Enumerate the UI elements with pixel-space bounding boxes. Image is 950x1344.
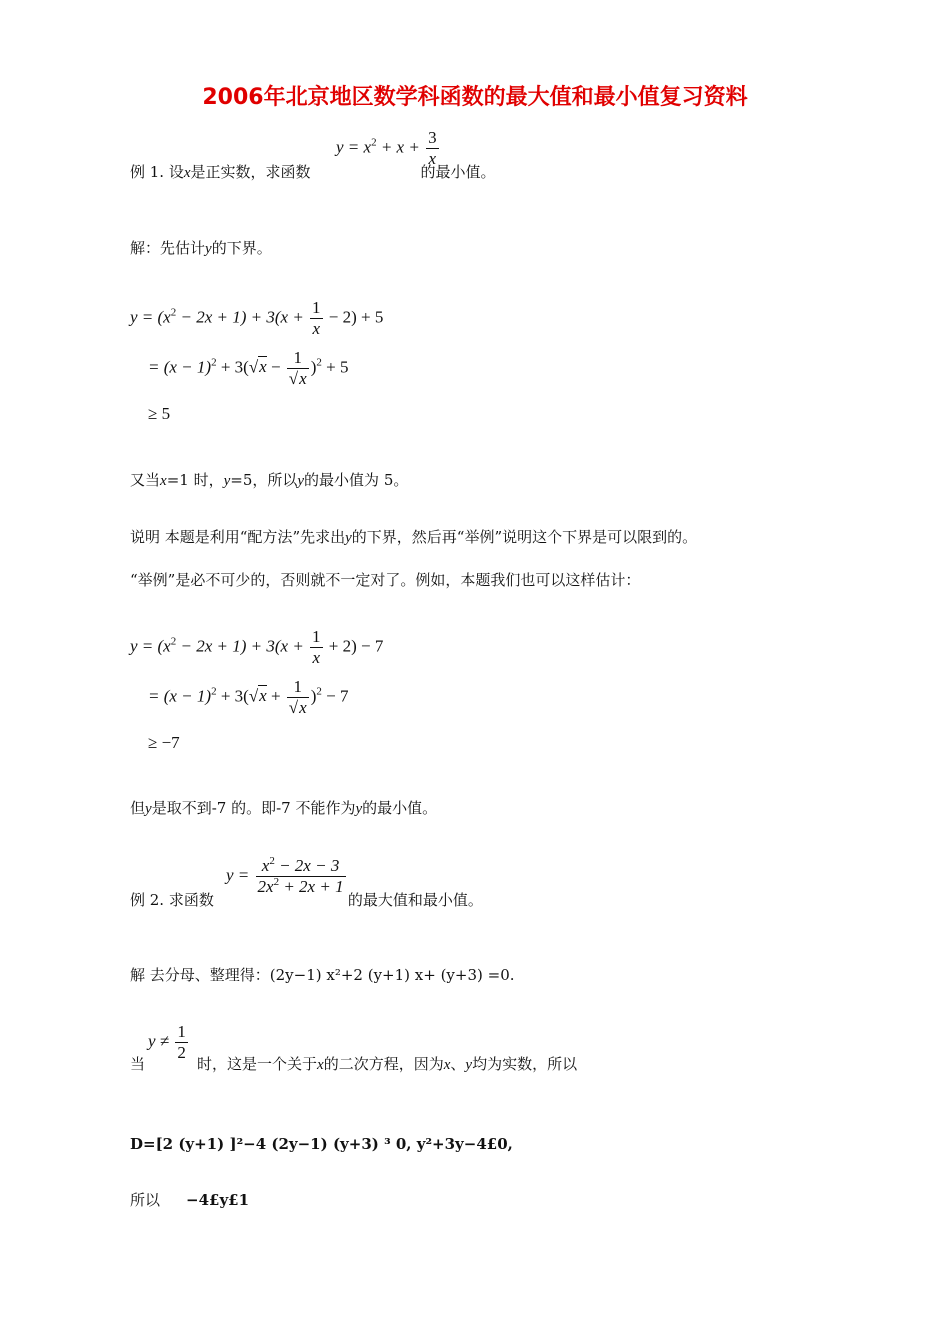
final-result: 所以 −4£y£1 — [130, 1191, 250, 1209]
ex1-statement: 例 1. 设x是正实数，求函数 的最小值。 — [130, 163, 496, 181]
deriv1-line2: = $(x - 1)^2 + 3(√x$ − $\frac{1}{√x}$ )$^2$ + 5 — [148, 348, 349, 388]
note-line1: 说明 本题是利用“配方法”先求出y的下界，然后再“举例”说明这个下界是可以限到的。 — [130, 528, 698, 546]
when-text: 当 时，这是一个关于x的二次方程，因为x、y均为实数，所以 — [130, 1055, 578, 1073]
conc2: 但y是取不到-7 的。即-7 不能作为y的最小值。 — [130, 799, 438, 817]
deriv2-line1: $y = (x^2 - 2x + 1) + 3(x$ + $\frac{1}{x}$ + 2) − 7 — [130, 627, 384, 667]
ex2-function: y = $\frac{x^2 - 2x - 3}{2x^2 + 2x + 1}$ — [226, 855, 344, 896]
deriv1-line3: ≥ 5 — [148, 404, 171, 423]
sol2: 解 去分母、整理得：(2y−1) x²+2 (y+1) x+ (y+3) =0. — [130, 966, 515, 984]
ex1-function: $y = x^2 + x$ + $\frac{3}{x}$ — [336, 128, 437, 168]
discriminant: D=[2 (y+1) ]²−4 (2y−1) (y+3) ³ 0, y²+3y−4£0, — [130, 1135, 513, 1153]
page-title: 2006年北京地区数学科函数的最大值和最小值复习资料 — [202, 85, 748, 110]
conc1: 又当x=1 时，y=5，所以y的最小值为 5。 — [130, 471, 409, 489]
sol1-intro: 解：先估计y的下界。 — [130, 239, 272, 257]
ex2-statement: 例 2. 求函数 的最大值和最小值。 — [130, 891, 483, 909]
deriv2-line2: = $(x - 1)^2 + 3(√x$ + $\frac{1}{√x}$ )$^2$ − 7 — [148, 677, 349, 717]
when-condition: y ≠ $\frac{1}{2}$ — [148, 1022, 186, 1062]
note-line2: “举例”是必不可少的，否则就不一定对了。例如，本题我们也可以这样估计： — [130, 571, 641, 589]
deriv1-line1: $y = (x^2 - 2x + 1) + 3(x$ + $\frac{1}{x}$ − 2) + 5 — [130, 298, 384, 338]
deriv2-line3: ≥ −7 — [148, 733, 180, 752]
